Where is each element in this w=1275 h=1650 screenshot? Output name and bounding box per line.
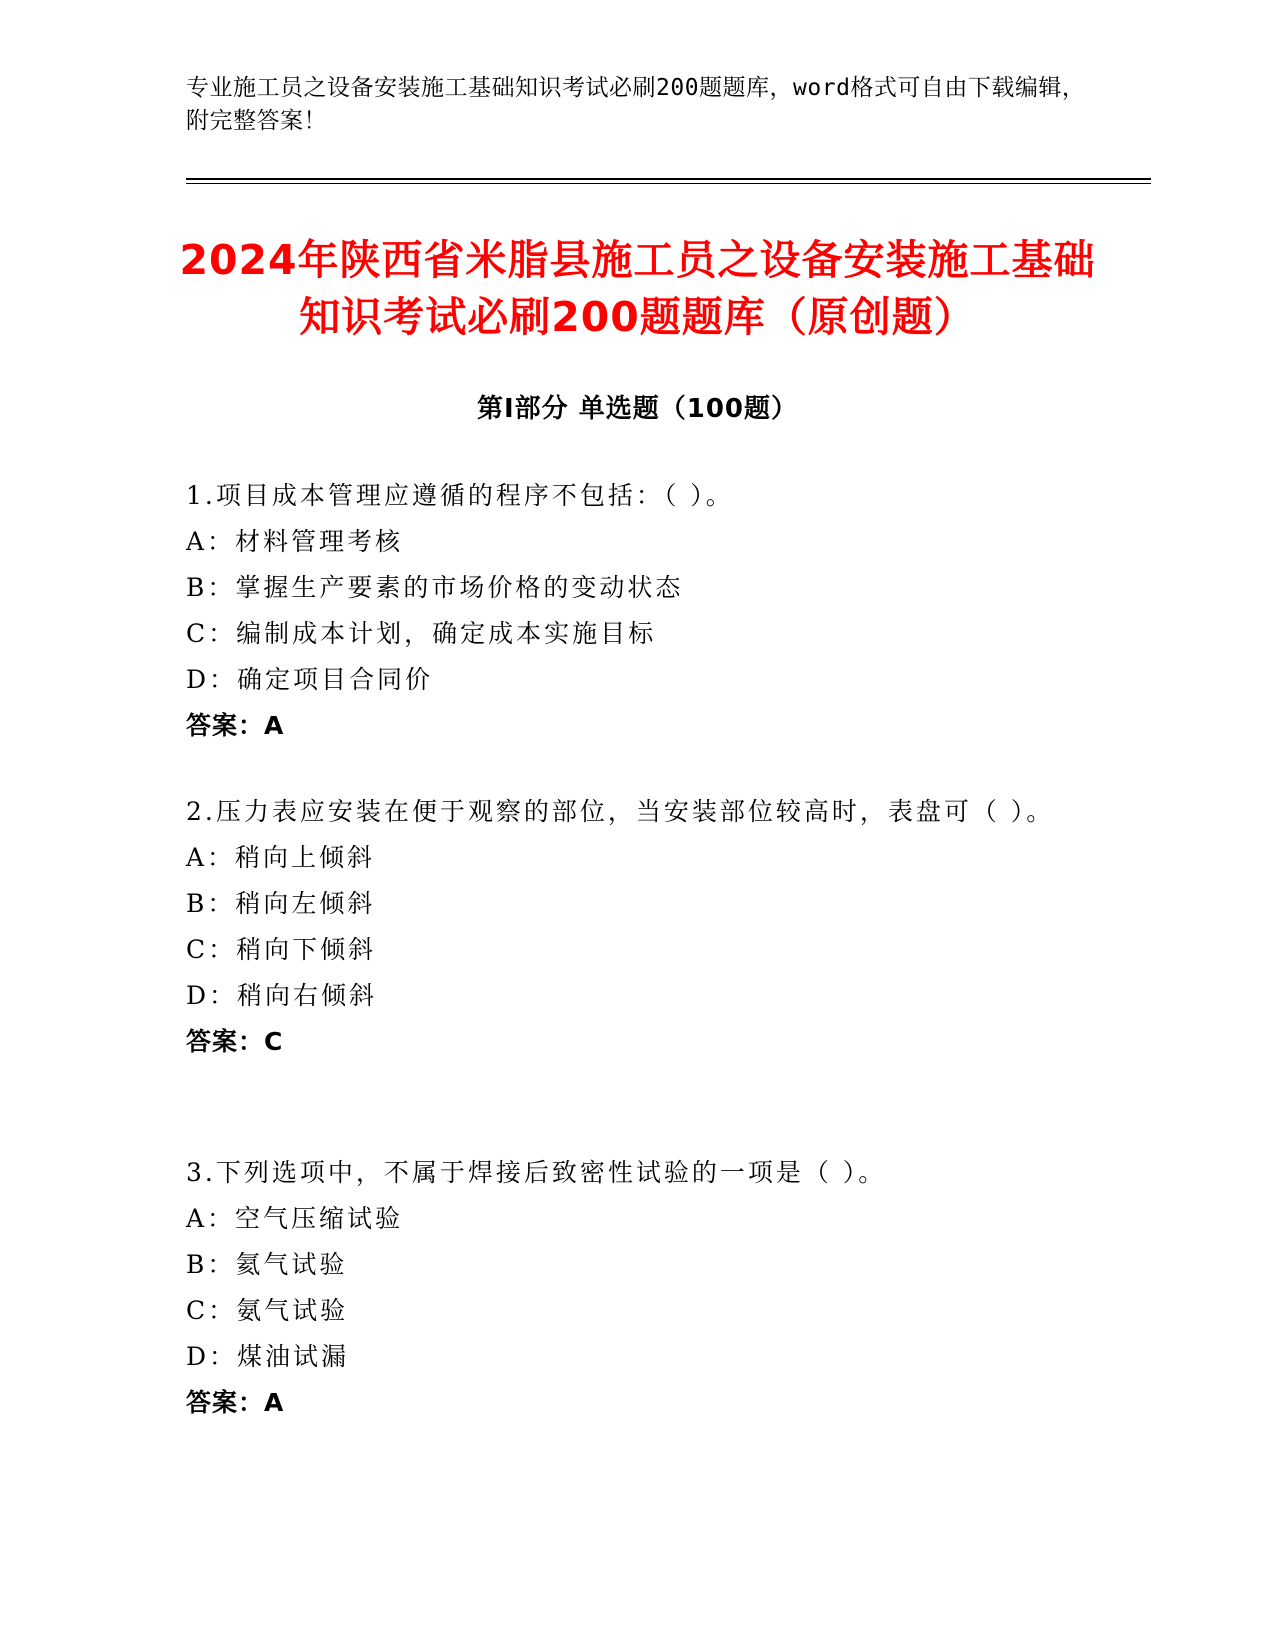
question-block	[186, 789, 1086, 1065]
option-d: D：煤油试漏	[186, 1342, 350, 1371]
header-rule-thick	[186, 178, 1151, 180]
question-text: 2.压力表应安装在便于观察的部位，当安装部位较高时，表盘可（ ）。	[186, 797, 1055, 826]
option-a: A：材料管理考核	[186, 527, 404, 556]
section-heading: 第Ⅰ部分 单选题（100题）	[477, 394, 798, 424]
answer: 答案：A	[186, 1388, 285, 1417]
option-a: A：空气压缩试验	[186, 1204, 404, 1233]
header-note: 专业施工员之设备安装施工基础知识考试必刷200题题库，word格式可自由下载编辑，附完整答案！	[186, 75, 1086, 134]
question-text: 1.项目成本管理应遵循的程序不包括：（ ）。	[186, 481, 734, 510]
question-text: 3.下列选项中，不属于焊接后致密性试验的一项是（ ）。	[186, 1158, 887, 1187]
option-c: C：稍向下倾斜	[186, 935, 377, 964]
document-title: 2024年陕西省米脂县施工员之设备安装施工基础知识考试必刷200题题库（原创题）	[179, 236, 1096, 341]
option-c: C：氨气试验	[186, 1296, 349, 1325]
question-block	[186, 473, 1086, 749]
option-b: B：稍向左倾斜	[186, 889, 376, 918]
option-b: B：掌握生产要素的市场价格的变动状态	[186, 573, 684, 602]
option-d: D：确定项目合同价	[186, 665, 434, 694]
option-b: B：氦气试验	[186, 1250, 348, 1279]
answer: 答案：C	[186, 1027, 284, 1056]
header-rule-thin	[186, 183, 1151, 184]
option-c: C：编制成本计划，确定成本实施目标	[186, 619, 657, 648]
question-block	[186, 1150, 1086, 1426]
option-a: A：稍向上倾斜	[186, 843, 376, 872]
answer: 答案：A	[186, 711, 285, 740]
option-d: D：稍向右倾斜	[186, 981, 378, 1010]
